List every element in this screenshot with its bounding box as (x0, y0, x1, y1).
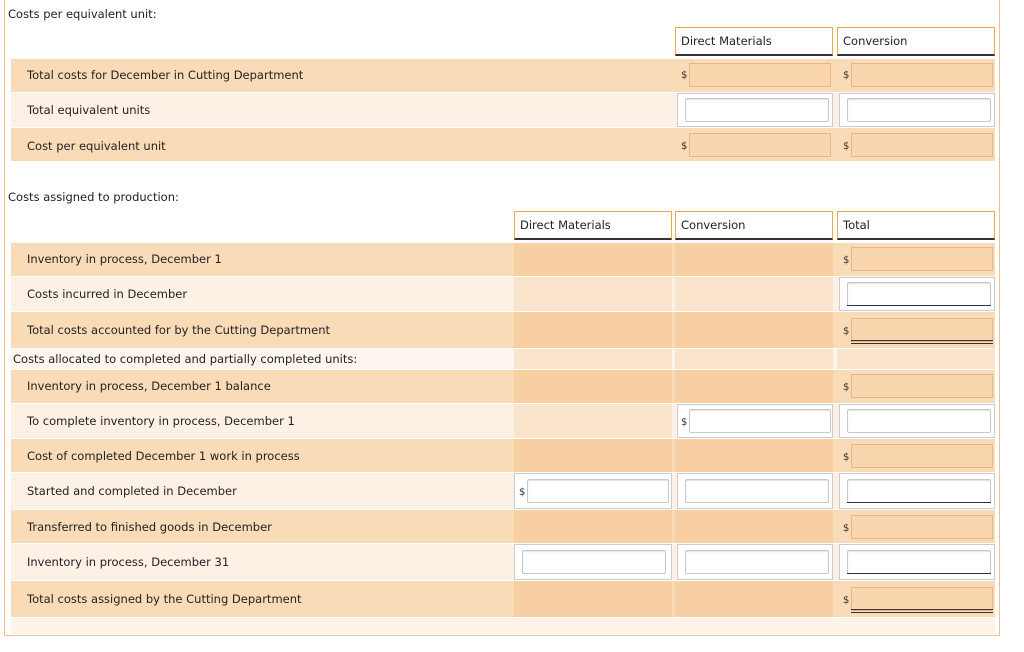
s2-empty-cell (514, 312, 672, 348)
s2-empty-cell (514, 439, 672, 472)
s2-costs-incurred-total-input[interactable] (847, 282, 991, 306)
s2-empty-cell (675, 243, 833, 276)
s2-header-conversion: Conversion (675, 211, 833, 240)
s2-underline (847, 305, 991, 306)
s1-row-label: Total equivalent units (27, 103, 151, 117)
s2-empty-cell (837, 349, 995, 369)
s2-empty-cell (675, 349, 833, 369)
s2-started-completed-dm-input[interactable] (527, 479, 669, 503)
currency-symbol: $ (843, 595, 850, 606)
s1-header-direct-materials: Direct Materials (675, 27, 833, 56)
s2-header-total: Total (837, 211, 995, 240)
s2-row-label: Inventory in process, December 1 (27, 252, 222, 266)
currency-symbol: $ (843, 382, 850, 393)
currency-symbol: $ (681, 70, 688, 81)
s2-empty-cell (675, 370, 833, 403)
s2-empty-cell (675, 510, 833, 543)
s2-total-assigned-total-field (851, 587, 993, 611)
s2-row-label: Total costs accounted for by the Cutting Department (27, 323, 330, 337)
s2-inventory-balance-total-field (851, 374, 993, 398)
s2-empty-cell (514, 349, 672, 369)
s2-row-label: To complete inventory in process, December 1 (27, 414, 295, 428)
s1-header-conversion: Conversion (837, 27, 995, 56)
s2-row-label: Transferred to finished goods in December (27, 520, 272, 534)
s2-double-underline (851, 340, 993, 341)
s2-inventory-dec31-conv-input[interactable] (685, 550, 829, 574)
s2-cost-completed-total-field (851, 444, 993, 468)
s2-total-accounted-total-field (851, 318, 993, 342)
s2-started-completed-total-input[interactable] (847, 479, 991, 503)
currency-symbol: $ (843, 255, 850, 266)
s1-row-label: Total costs for December in Cutting Department (27, 68, 304, 82)
s2-to-complete-conv-input[interactable] (689, 409, 831, 433)
s2-empty-cell (675, 439, 833, 472)
s2-row-label: Costs incurred in December (27, 287, 188, 301)
s2-empty-cell (514, 581, 672, 617)
currency-symbol: $ (843, 523, 850, 534)
currency-symbol: $ (681, 417, 688, 428)
s2-double-underline (851, 343, 993, 344)
s2-empty-cell (675, 581, 833, 617)
section1-title: Costs per equivalent unit: (8, 7, 157, 21)
s2-empty-cell (514, 510, 672, 543)
s1-equiv-units-conv-input[interactable] (847, 98, 991, 122)
s2-row-label: Total costs assigned by the Cutting Department (27, 592, 302, 606)
s2-row-label: Started and completed in December (27, 484, 237, 498)
currency-symbol: $ (681, 141, 688, 152)
currency-symbol: $ (843, 452, 850, 463)
s2-to-complete-total-input[interactable] (847, 409, 991, 433)
currency-symbol: $ (843, 141, 850, 152)
s2-trailing-row (11, 618, 995, 634)
s2-subheading: Costs allocated to completed and partially completed units: (13, 352, 358, 366)
s2-row-label: Inventory in process, December 31 (27, 555, 230, 569)
s2-header-direct-materials: Direct Materials (514, 211, 672, 240)
s2-double-underline (851, 612, 993, 613)
currency-symbol: $ (519, 487, 526, 498)
section2-title: Costs assigned to production: (8, 190, 179, 204)
s2-inventory-dec1-total-field (851, 247, 993, 271)
s1-total-costs-dm-field (689, 63, 831, 87)
s2-underline (847, 573, 991, 574)
s2-empty-cell (514, 404, 672, 438)
s2-empty-cell (514, 243, 672, 276)
s2-inventory-dec31-dm-input[interactable] (522, 550, 666, 574)
currency-symbol: $ (843, 70, 850, 81)
s2-empty-cell (514, 370, 672, 403)
s2-empty-cell (514, 277, 672, 311)
s2-empty-cell (675, 277, 833, 311)
s2-underline (847, 502, 991, 503)
s1-equiv-units-dm-input[interactable] (685, 98, 829, 122)
s2-transferred-total-field (851, 515, 993, 539)
s2-started-completed-conv-input[interactable] (685, 479, 829, 503)
s1-cost-per-unit-dm-field (689, 133, 831, 157)
s2-row-label: Inventory in process, December 1 balance (27, 379, 271, 393)
s1-row-label: Cost per equivalent unit (27, 139, 166, 153)
currency-symbol: $ (843, 326, 850, 337)
s2-row-label: Cost of completed December 1 work in process (27, 449, 300, 463)
s1-total-costs-conv-field (851, 63, 993, 87)
s2-inventory-dec31-total-input[interactable] (847, 550, 991, 574)
s1-cost-per-unit-conv-field (851, 133, 993, 157)
s2-empty-cell (675, 312, 833, 348)
s2-double-underline (851, 609, 993, 610)
